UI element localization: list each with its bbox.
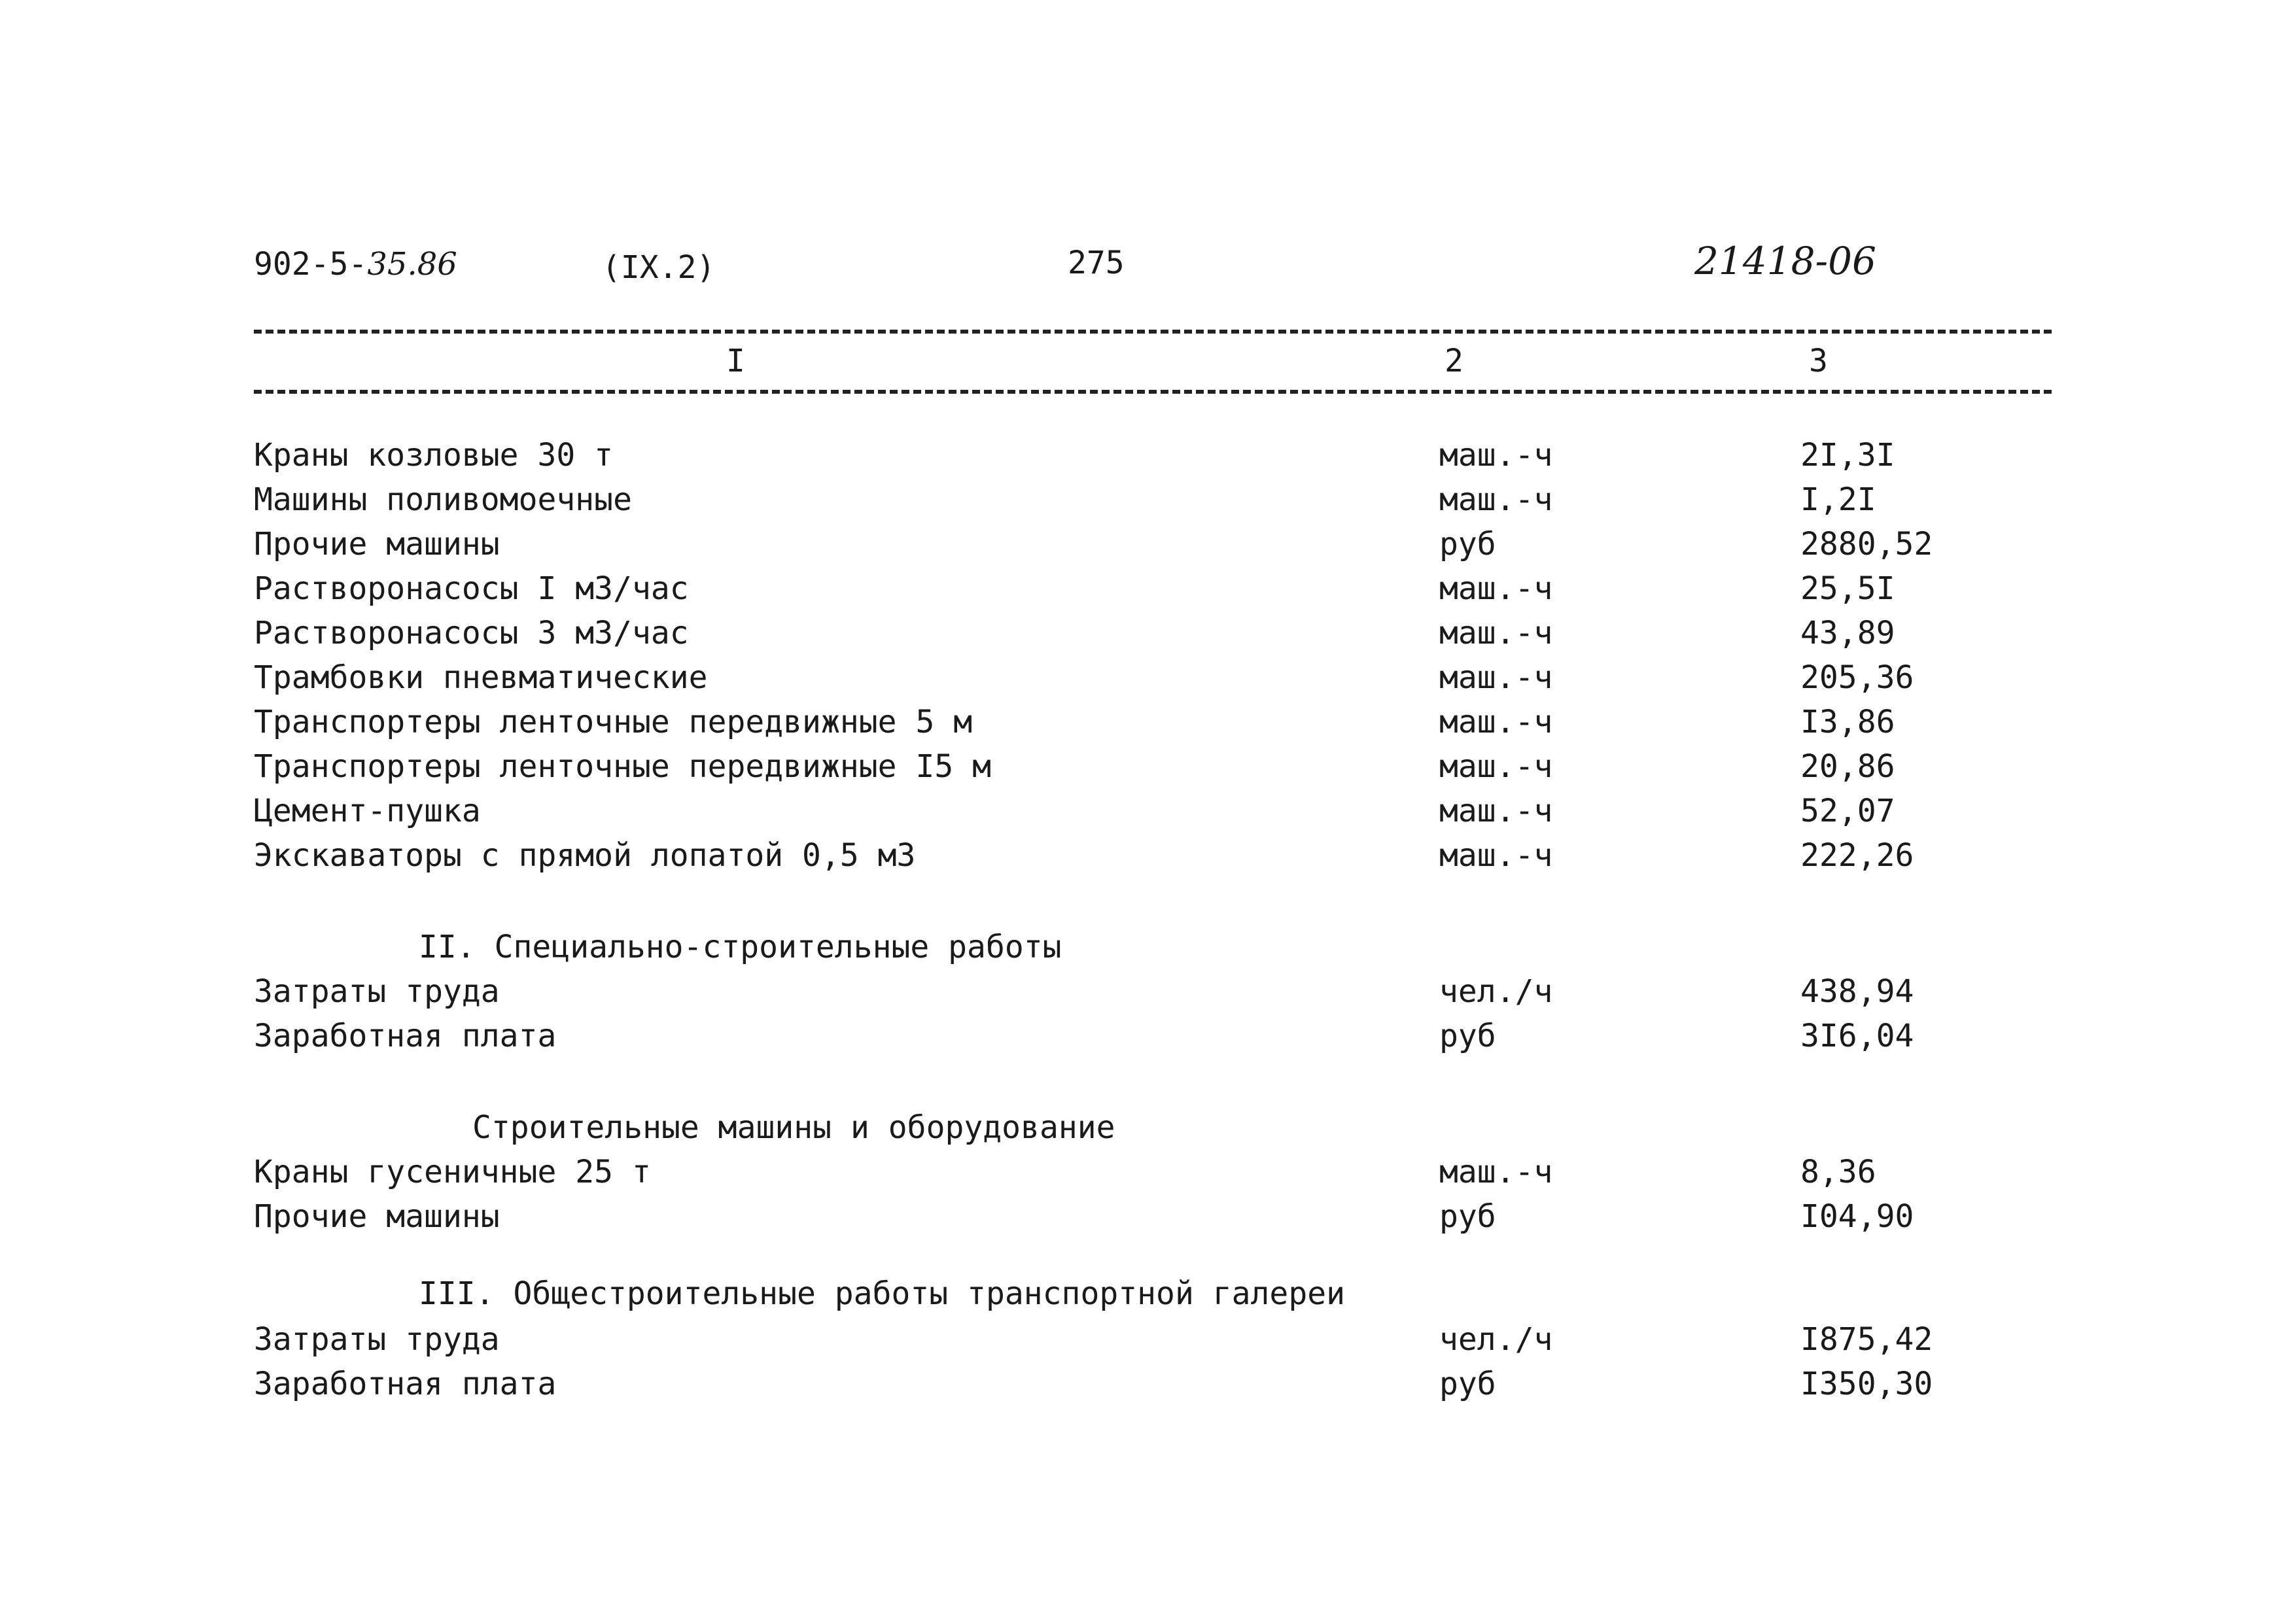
row-unit: маш.-ч	[1439, 1154, 1553, 1190]
table-row	[0, 973, 2295, 1018]
row-name: Машины поливомоечные	[254, 481, 632, 518]
table-row	[0, 570, 2295, 615]
table-row	[0, 526, 2295, 570]
row-value: 52,07	[1800, 793, 1895, 829]
row-value: 222,26	[1800, 837, 1914, 874]
page-number: 275	[1068, 245, 1125, 281]
handwritten-number: 21418-06	[1694, 239, 1876, 283]
header-top-rule	[254, 330, 2052, 334]
row-name: Растворонасосы I м3/час	[254, 570, 689, 607]
table-row	[0, 481, 2295, 526]
row-value: I3,86	[1800, 704, 1895, 740]
row-value: 438,94	[1800, 973, 1914, 1010]
row-value: I04,90	[1800, 1198, 1914, 1235]
row-value: I875,42	[1800, 1321, 1933, 1358]
row-unit: руб	[1439, 1018, 1496, 1054]
column-header-3: 3	[1809, 343, 1828, 379]
table-row	[0, 1198, 2295, 1243]
row-value: 205,36	[1800, 659, 1914, 696]
row-unit: маш.-ч	[1439, 837, 1553, 874]
table-row	[0, 704, 2295, 748]
header-bottom-rule	[254, 390, 2052, 394]
row-name: Затраты труда	[254, 1321, 500, 1358]
row-name: Трамбовки пневматические	[254, 659, 708, 696]
row-unit: чел./ч	[1439, 973, 1553, 1010]
table-row	[0, 1321, 2295, 1366]
section-reference: (IX.2)	[602, 249, 716, 286]
row-unit: руб	[1439, 1366, 1496, 1402]
row-name: Заработная плата	[254, 1018, 557, 1054]
section-heading: III. Общестроительные работы транспортной галереи	[419, 1275, 1346, 1312]
row-name: Транспортеры ленточные передвижные I5 м	[254, 748, 992, 785]
row-unit: руб	[1439, 526, 1496, 562]
row-name: Заработная плата	[254, 1366, 557, 1402]
section-heading: Строительные машины и оборудование	[472, 1109, 1115, 1146]
document-code-printed: 902-5-	[254, 246, 368, 283]
row-unit: чел./ч	[1439, 1321, 1553, 1358]
row-unit: маш.-ч	[1439, 481, 1553, 518]
row-unit: маш.-ч	[1439, 793, 1553, 829]
table-row	[0, 1018, 2295, 1062]
section-heading: II. Специально-строительные работы	[419, 929, 1062, 965]
column-header-2: 2	[1445, 343, 1463, 379]
row-name: Экскаваторы с прямой лопатой 0,5 м3	[254, 837, 916, 874]
row-name: Растворонасосы 3 м3/час	[254, 615, 689, 651]
column-header-1: I	[726, 343, 745, 379]
row-name: Затраты труда	[254, 973, 500, 1010]
row-unit: маш.-ч	[1439, 748, 1553, 785]
row-name: Краны козловые 30 т	[254, 437, 614, 474]
row-value: I350,30	[1800, 1366, 1933, 1402]
row-unit: маш.-ч	[1439, 570, 1553, 607]
table-row	[0, 437, 2295, 481]
row-unit: руб	[1439, 1198, 1496, 1235]
table-row	[0, 659, 2295, 704]
table-row	[0, 748, 2295, 793]
document-code	[254, 246, 457, 283]
table-row	[0, 1154, 2295, 1198]
row-value: 43,89	[1800, 615, 1895, 651]
row-value: 25,5I	[1800, 570, 1895, 607]
row-value: 3I6,04	[1800, 1018, 1914, 1054]
row-name: Цемент-пушка	[254, 793, 481, 829]
row-unit: маш.-ч	[1439, 615, 1553, 651]
row-value: I,2I	[1800, 481, 1876, 518]
row-name: Транспортеры ленточные передвижные 5 м	[254, 704, 973, 740]
table-row	[0, 837, 2295, 882]
table-row	[0, 615, 2295, 659]
row-unit: маш.-ч	[1439, 704, 1553, 740]
row-value: 2880,52	[1800, 526, 1933, 562]
row-unit: маш.-ч	[1439, 659, 1553, 696]
document-code-handwritten: 35.86	[367, 246, 457, 283]
row-value: 2I,3I	[1800, 437, 1895, 474]
row-name: Прочие машины	[254, 526, 500, 562]
row-value: 8,36	[1800, 1154, 1876, 1190]
row-name: Краны гусеничные 25 т	[254, 1154, 651, 1190]
row-name: Прочие машины	[254, 1198, 500, 1235]
row-unit: маш.-ч	[1439, 437, 1553, 474]
row-value: 20,86	[1800, 748, 1895, 785]
table-row	[0, 793, 2295, 837]
table-row	[0, 1366, 2295, 1410]
